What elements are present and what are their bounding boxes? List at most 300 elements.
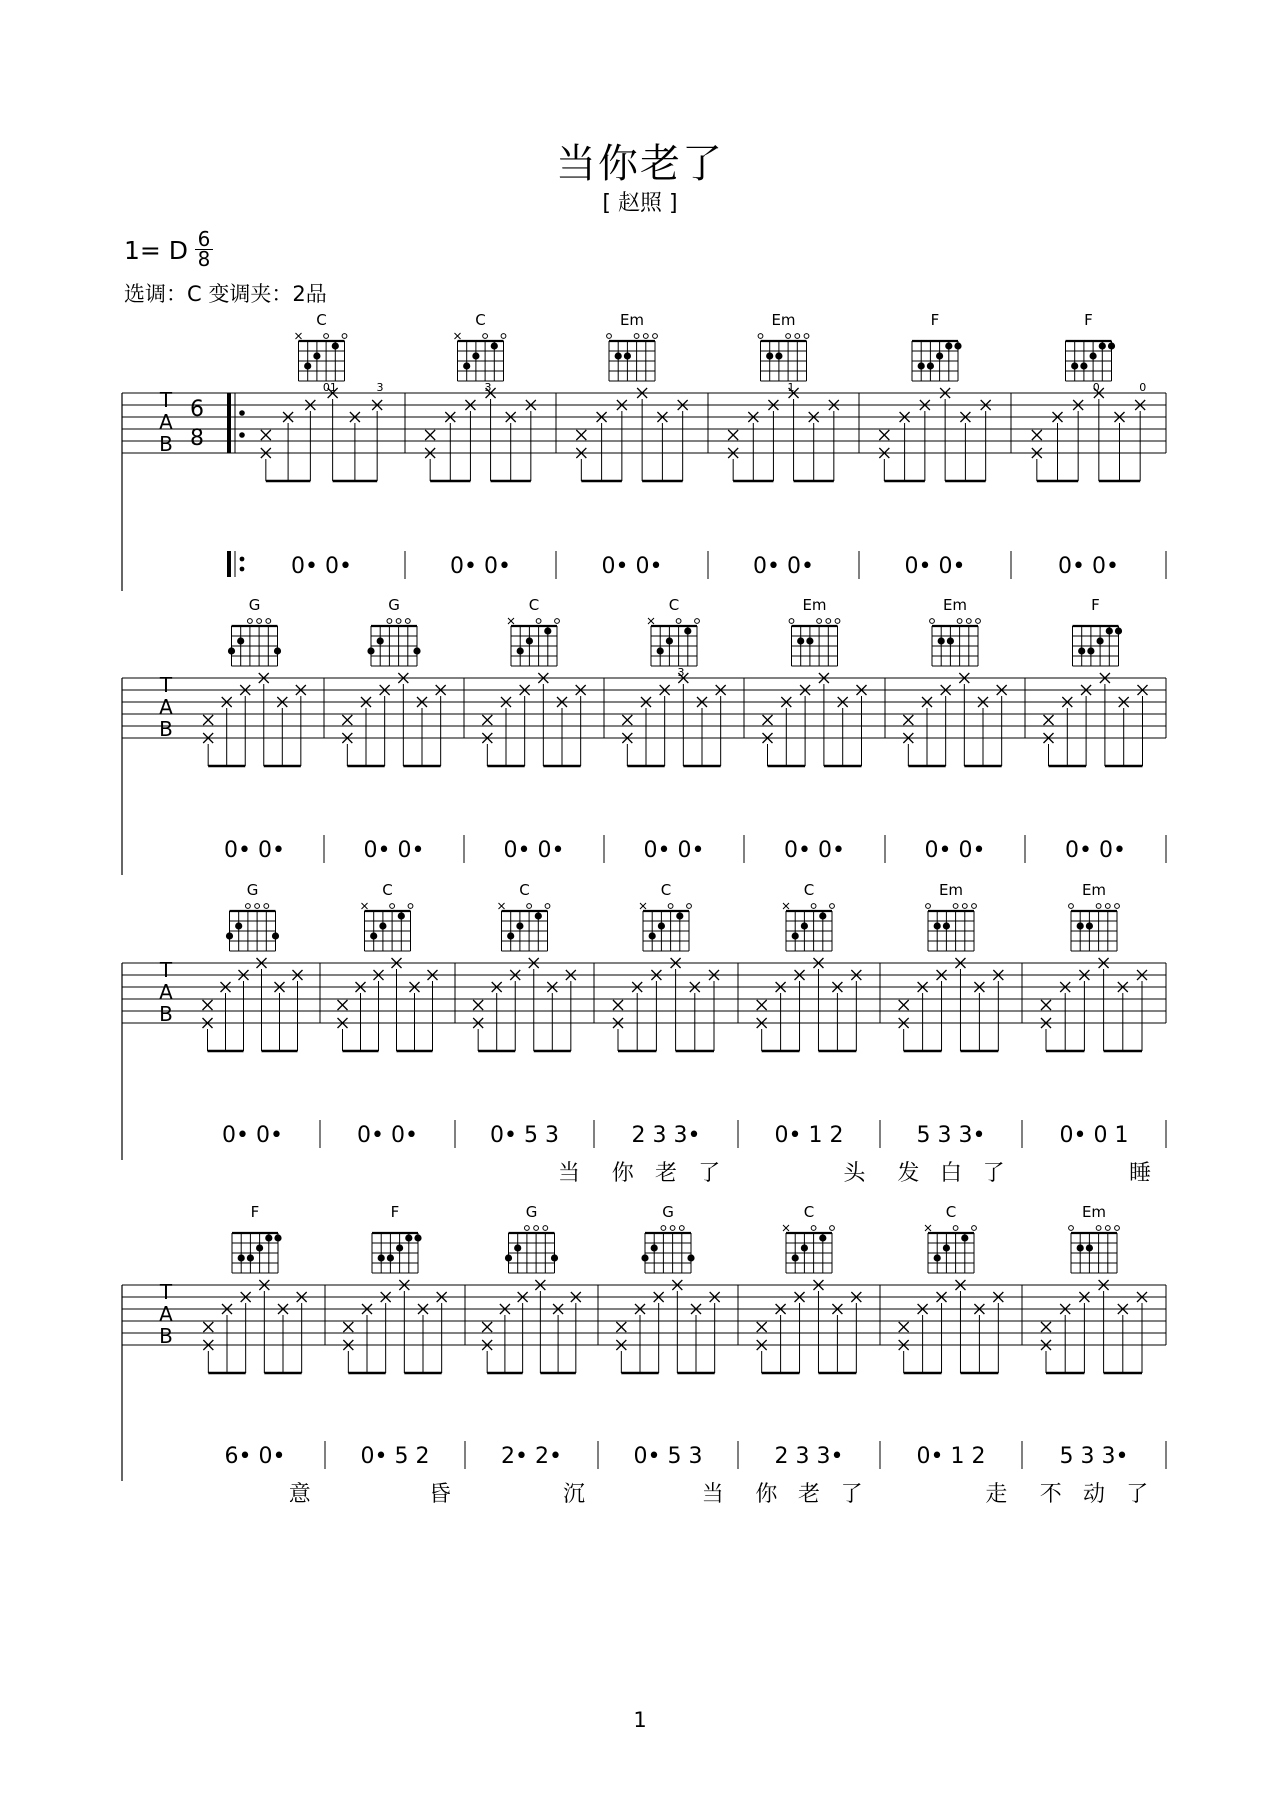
finger-dot: [801, 1244, 808, 1251]
open-string-mark: [676, 619, 681, 624]
muted-string-mark: [925, 1225, 931, 1231]
finger-dot: [819, 912, 826, 919]
open-string-mark: [668, 904, 673, 909]
numbered-notation: 0• 0•: [601, 554, 663, 579]
tab-clef-letter: B: [159, 1324, 173, 1348]
chord-name: F: [1091, 596, 1100, 614]
numbered-notation: 0• 0•: [784, 838, 845, 863]
chord-name: C: [668, 596, 680, 614]
tab-note-x: [613, 1000, 623, 1010]
tab-note-x: [338, 1000, 348, 1010]
open-string-mark: [643, 334, 648, 339]
lyric-char: 睡: [1129, 1161, 1152, 1186]
chord-name: G: [248, 596, 261, 614]
tab-clef-letter: A: [159, 1302, 173, 1326]
finger-dot: [413, 647, 420, 654]
chord-diagram-g: [367, 596, 420, 666]
finger-dot: [517, 647, 524, 654]
muted-string-mark: [640, 903, 646, 909]
tab-clef: [159, 388, 173, 456]
measure: [203, 881, 321, 1148]
finger-dot: [934, 922, 941, 929]
chord-diagram-c: [455, 311, 506, 381]
chord-name: G: [662, 1203, 674, 1221]
tab-note-x: [473, 1000, 483, 1010]
open-string-mark: [826, 619, 831, 624]
tab-note-x: [622, 715, 632, 725]
finger-dot: [1077, 922, 1084, 929]
chord-name: C: [382, 881, 393, 899]
chord-name: F: [930, 311, 940, 329]
tab-note-x: [763, 715, 773, 725]
finger-dot: [505, 1254, 512, 1261]
finger-dot: [514, 1244, 521, 1251]
finger-dot: [274, 1234, 281, 1241]
tab-clef-letter: T: [159, 1280, 173, 1304]
chord-name: C: [803, 881, 815, 899]
finger-dot: [396, 1244, 403, 1251]
capo-info: 选调：C 变调夹：2品: [124, 282, 327, 306]
chord-diagram-f: [372, 1203, 422, 1273]
chord-name: C: [528, 596, 540, 614]
fret-number: 3: [677, 666, 685, 679]
finger-dot: [934, 1254, 941, 1261]
finger-dot: [491, 342, 498, 349]
finger-dot: [313, 352, 320, 359]
finger-dot: [684, 627, 691, 634]
lyric-char: 了: [982, 1161, 1005, 1186]
measure: [763, 596, 886, 863]
chord-diagram-g: [641, 1203, 694, 1273]
measure: [1040, 1203, 1166, 1507]
open-string-mark: [830, 1226, 835, 1231]
lyric-char: 了: [840, 1482, 863, 1507]
lyric-char: 走: [985, 1482, 1008, 1507]
lyric-char: 你: [755, 1482, 778, 1507]
tab-clef-letter: A: [159, 410, 173, 434]
open-string-mark: [966, 619, 971, 624]
chord-diagram-f: [912, 311, 962, 381]
numbered-notation: 0• 5 2: [360, 1444, 430, 1469]
chord-name: C: [660, 881, 672, 899]
open-string-mark: [1096, 904, 1101, 909]
repeat-dot: [239, 432, 245, 438]
chord-diagram-c: [296, 311, 347, 381]
numbered-notation: 0• 1 2: [916, 1444, 986, 1469]
repeat-dot: [240, 567, 245, 572]
measure: [879, 311, 1011, 579]
open-string-mark: [248, 619, 253, 624]
muted-string-mark: [362, 903, 368, 909]
chord-diagram-em: [607, 311, 658, 381]
tab-note-x: [728, 430, 738, 440]
open-string-mark: [957, 619, 962, 624]
finger-dot: [927, 362, 934, 369]
numbered-notation: 0• 0•: [450, 554, 511, 579]
lyric-char: 了: [1126, 1482, 1149, 1507]
open-string-mark: [396, 619, 401, 624]
numbered-notation: 2 3 3•: [631, 1123, 701, 1148]
finger-dot: [936, 352, 943, 359]
finger-dot: [766, 352, 773, 359]
numbered-notation: 0• 0•: [357, 1123, 418, 1148]
finger-dot: [819, 1234, 826, 1241]
muted-string-mark: [648, 618, 654, 624]
chord-diagram-em: [789, 596, 840, 666]
open-string-mark: [953, 1226, 958, 1231]
measure: [203, 1203, 325, 1507]
finger-dot: [1078, 647, 1085, 654]
finger-dot: [238, 1254, 245, 1261]
chord-diagram-c: [648, 596, 699, 666]
tab-clef-letter: T: [159, 958, 173, 982]
open-string-mark: [408, 904, 413, 909]
tab-time-top: 6: [190, 397, 204, 422]
chord-diagram-c: [925, 1203, 976, 1273]
measure: [473, 881, 594, 1186]
muted-string-mark: [296, 333, 302, 339]
finger-dot: [226, 932, 233, 939]
finger-dot: [387, 1254, 394, 1261]
open-string-mark: [483, 334, 488, 339]
tab-note-x: [903, 715, 913, 725]
finger-dot: [1108, 342, 1115, 349]
measure: [482, 1203, 598, 1507]
open-string-mark: [324, 334, 329, 339]
chord-name: C: [519, 881, 530, 899]
tab-note-x: [899, 1000, 909, 1010]
finger-dot: [535, 912, 542, 919]
muted-string-mark: [783, 1225, 789, 1231]
lyric-char: 白: [939, 1161, 963, 1186]
time-signature-bottom: 8: [197, 247, 211, 271]
numbered-notation: 0• 0•: [224, 838, 285, 863]
finger-dot: [658, 922, 665, 929]
chord-diagram-g: [505, 1203, 558, 1273]
tab-note-x: [616, 1322, 626, 1332]
open-string-mark: [930, 619, 935, 624]
chord-diagram-em: [1069, 1203, 1120, 1273]
lyric-char: 了: [698, 1161, 721, 1186]
finger-dot: [687, 1254, 694, 1261]
chord-diagram-em: [758, 311, 809, 381]
fret-number: 0: [1139, 381, 1147, 394]
finger-dot: [378, 1254, 385, 1261]
chord-name: F: [1084, 311, 1093, 329]
finger-dot: [398, 912, 405, 919]
repeat-dot: [240, 557, 245, 562]
fret-number: 3: [484, 381, 492, 394]
open-string-mark: [264, 904, 269, 909]
chord-diagram-f: [1073, 596, 1123, 666]
tab-note-x: [425, 430, 435, 440]
measure: [622, 596, 744, 863]
tab-clef-letter: T: [159, 673, 173, 697]
open-string-mark: [1115, 1226, 1120, 1231]
open-string-mark: [830, 904, 835, 909]
finger-dot: [945, 342, 952, 349]
chord-name: Em: [771, 311, 796, 329]
chord-name: Em: [619, 311, 645, 329]
finger-dot: [544, 627, 551, 634]
finger-dot: [1087, 647, 1094, 654]
chord-name: C: [316, 311, 327, 329]
finger-dot: [247, 1254, 254, 1261]
finger-dot: [918, 362, 925, 369]
open-string-mark: [1105, 904, 1110, 909]
numbered-notation: 6• 0•: [224, 1444, 286, 1469]
open-string-mark: [687, 904, 692, 909]
open-string-mark: [811, 904, 816, 909]
chord-diagram-g: [226, 881, 279, 951]
open-string-mark: [653, 334, 658, 339]
measure: [425, 311, 556, 579]
tab-note-x: [1032, 430, 1042, 440]
chord-diagram-em: [1069, 881, 1120, 951]
tab-clef: [159, 1280, 173, 1348]
open-string-mark: [536, 619, 541, 624]
numbered-notation: 0• 0•: [643, 838, 705, 863]
lyric-char: 昏: [428, 1482, 451, 1507]
open-string-mark: [817, 619, 822, 624]
lyric-char: 你: [611, 1161, 634, 1186]
tab-time-bottom: 8: [190, 426, 204, 451]
lyric-char: 老: [654, 1161, 678, 1186]
open-string-mark: [789, 619, 794, 624]
finger-dot: [947, 637, 954, 644]
lyric-char: 动: [1082, 1482, 1106, 1507]
numbered-notation: 0• 0•: [291, 554, 352, 579]
finger-dot: [274, 647, 281, 654]
measure: [482, 596, 604, 863]
open-string-mark: [795, 334, 800, 339]
measure: [261, 311, 405, 579]
fret-number: 1: [787, 381, 795, 394]
tab-note-x: [261, 430, 271, 440]
measure: [576, 311, 708, 579]
open-string-mark: [1105, 1226, 1110, 1231]
tab-note-x: [203, 1322, 213, 1332]
fret-number: 01: [322, 381, 337, 394]
chord-name: Em: [942, 596, 968, 614]
open-string-mark: [972, 904, 977, 909]
chord-name: G: [525, 1203, 538, 1221]
numbered-notation: 2• 2•: [501, 1444, 562, 1469]
open-string-mark: [835, 619, 840, 624]
numbered-notation: 0• 0•: [904, 554, 966, 579]
tab-note-x: [343, 1322, 353, 1332]
finger-dot: [649, 932, 656, 939]
finger-dot: [516, 922, 523, 929]
finger-dot: [370, 932, 377, 939]
finger-dot: [1080, 362, 1087, 369]
tab-note-x: [1041, 1322, 1051, 1332]
chord-name: Em: [1081, 1203, 1107, 1221]
tab-clef-letter: A: [159, 695, 173, 719]
chord-name: Em: [938, 881, 964, 899]
finger-dot: [551, 1254, 558, 1261]
tab-clef: [159, 673, 173, 741]
chord-name: G: [246, 881, 259, 899]
finger-dot: [775, 352, 782, 359]
open-string-mark: [255, 904, 260, 909]
lyric-char: 意: [288, 1482, 311, 1507]
finger-dot: [651, 1244, 658, 1251]
finger-dot: [943, 922, 950, 929]
finger-dot: [256, 1244, 263, 1251]
tab-clef-letter: B: [159, 717, 173, 741]
chord-diagram-g: [228, 596, 281, 666]
chord-diagram-c: [783, 881, 834, 951]
numbered-notation: 0• 0 1: [1059, 1123, 1129, 1148]
numbered-notation: 0• 0•: [222, 1123, 283, 1148]
finger-dot: [641, 1254, 648, 1261]
system-1: [122, 311, 1166, 591]
chord-diagram-em: [926, 881, 977, 951]
open-string-mark: [926, 904, 931, 909]
measure: [338, 881, 456, 1148]
chord-name: C: [475, 311, 486, 329]
open-string-mark: [607, 334, 612, 339]
tab-note-x: [482, 715, 492, 725]
measure: [897, 881, 1022, 1186]
numbered-notation: 5 3 3•: [1059, 1444, 1129, 1469]
finger-dot: [792, 932, 799, 939]
finger-dot: [961, 1234, 968, 1241]
measure: [728, 311, 859, 579]
finger-dot: [1106, 627, 1113, 634]
finger-dot: [304, 362, 311, 369]
system-2: [122, 596, 1166, 875]
finger-dot: [228, 647, 235, 654]
tab-clef-letter: A: [159, 980, 173, 1004]
tab-note-x: [1041, 1000, 1051, 1010]
finger-dot: [676, 912, 683, 919]
lyric-char: 发: [897, 1161, 920, 1186]
fret-number: 3: [376, 381, 384, 394]
numbered-notation: 0• 5 3: [490, 1123, 559, 1148]
finger-dot: [526, 637, 533, 644]
tab-note-x: [482, 1322, 492, 1332]
chord-name: F: [250, 1203, 260, 1221]
measure: [616, 1203, 738, 1507]
finger-dot: [1077, 1244, 1084, 1251]
open-string-mark: [804, 334, 809, 339]
tab-note-x: [203, 715, 213, 725]
lyric-char: 老: [797, 1482, 821, 1507]
muted-string-mark: [783, 903, 789, 909]
muted-string-mark: [499, 903, 505, 909]
tab-clef-letter: B: [159, 1002, 173, 1026]
chord-diagram-f: [232, 1203, 282, 1273]
finger-dot: [367, 647, 374, 654]
finger-dot: [615, 352, 622, 359]
finger-dot: [1090, 352, 1097, 359]
chord-name: F: [390, 1203, 400, 1221]
page-number: 1: [633, 1708, 647, 1732]
measure: [903, 596, 1025, 863]
open-string-mark: [534, 1226, 539, 1231]
open-string-mark: [1096, 1226, 1101, 1231]
tab-clef: [159, 958, 173, 1026]
finger-dot: [1086, 1244, 1093, 1251]
finger-dot: [237, 637, 244, 644]
open-string-mark: [811, 1226, 816, 1231]
open-string-mark: [661, 1226, 666, 1231]
song-title: 当你老了: [556, 141, 724, 187]
chord-diagram-c: [783, 1203, 834, 1273]
measure: [1044, 596, 1167, 863]
numbered-notation: 0• 0•: [363, 838, 425, 863]
open-string-mark: [525, 1226, 530, 1231]
open-string-mark: [545, 904, 550, 909]
numbered-notation: 2 3 3•: [774, 1444, 844, 1469]
open-string-mark: [1115, 904, 1120, 909]
finger-dot: [1071, 362, 1078, 369]
tab-note-x: [1044, 715, 1054, 725]
lyric-char: 当: [701, 1482, 724, 1507]
open-string-mark: [962, 904, 967, 909]
chord-diagram-c: [362, 881, 413, 951]
open-string-mark: [670, 1226, 675, 1231]
finger-dot: [806, 637, 813, 644]
open-string-mark: [405, 619, 410, 624]
open-string-mark: [1069, 904, 1074, 909]
measure: [1041, 881, 1166, 1186]
system-3: [122, 881, 1166, 1186]
repeat-dot: [239, 410, 245, 416]
numbered-notation: 0• 0•: [1058, 554, 1119, 579]
lyric-char: 当: [557, 1161, 580, 1186]
measure: [755, 1203, 880, 1507]
finger-dot: [666, 637, 673, 644]
finger-dot: [463, 362, 470, 369]
open-string-mark: [695, 619, 700, 624]
finger-dot: [379, 922, 386, 929]
measure: [342, 596, 464, 863]
finger-dot: [657, 647, 664, 654]
finger-dot: [377, 637, 384, 644]
measure: [1032, 311, 1166, 579]
tab-note-x: [576, 430, 586, 440]
chord-diagram-c: [499, 881, 550, 951]
finger-dot: [472, 352, 479, 359]
numbered-notation: 0• 0•: [1065, 838, 1126, 863]
muted-string-mark: [455, 333, 461, 339]
measure: [343, 1203, 465, 1507]
open-string-mark: [342, 334, 347, 339]
numbered-notation: 0• 1 2: [774, 1123, 844, 1148]
tab-clef-letter: B: [159, 432, 173, 456]
finger-dot: [943, 1244, 950, 1251]
finger-dot: [797, 637, 804, 644]
open-string-mark: [266, 619, 271, 624]
finger-dot: [624, 352, 631, 359]
fret-number: 0: [1092, 381, 1100, 394]
numbered-notation: 0• 5 3: [633, 1444, 703, 1469]
tab-clef-letter: T: [159, 388, 173, 412]
lyric-char: 头: [843, 1161, 866, 1186]
open-string-mark: [501, 334, 506, 339]
open-string-mark: [527, 904, 532, 909]
chord-name: C: [803, 1203, 815, 1221]
lyric-char: 沉: [563, 1482, 586, 1507]
finger-dot: [801, 922, 808, 929]
finger-dot: [235, 922, 242, 929]
finger-dot: [265, 1234, 272, 1241]
chord-diagram-c: [508, 596, 559, 666]
open-string-mark: [387, 619, 392, 624]
